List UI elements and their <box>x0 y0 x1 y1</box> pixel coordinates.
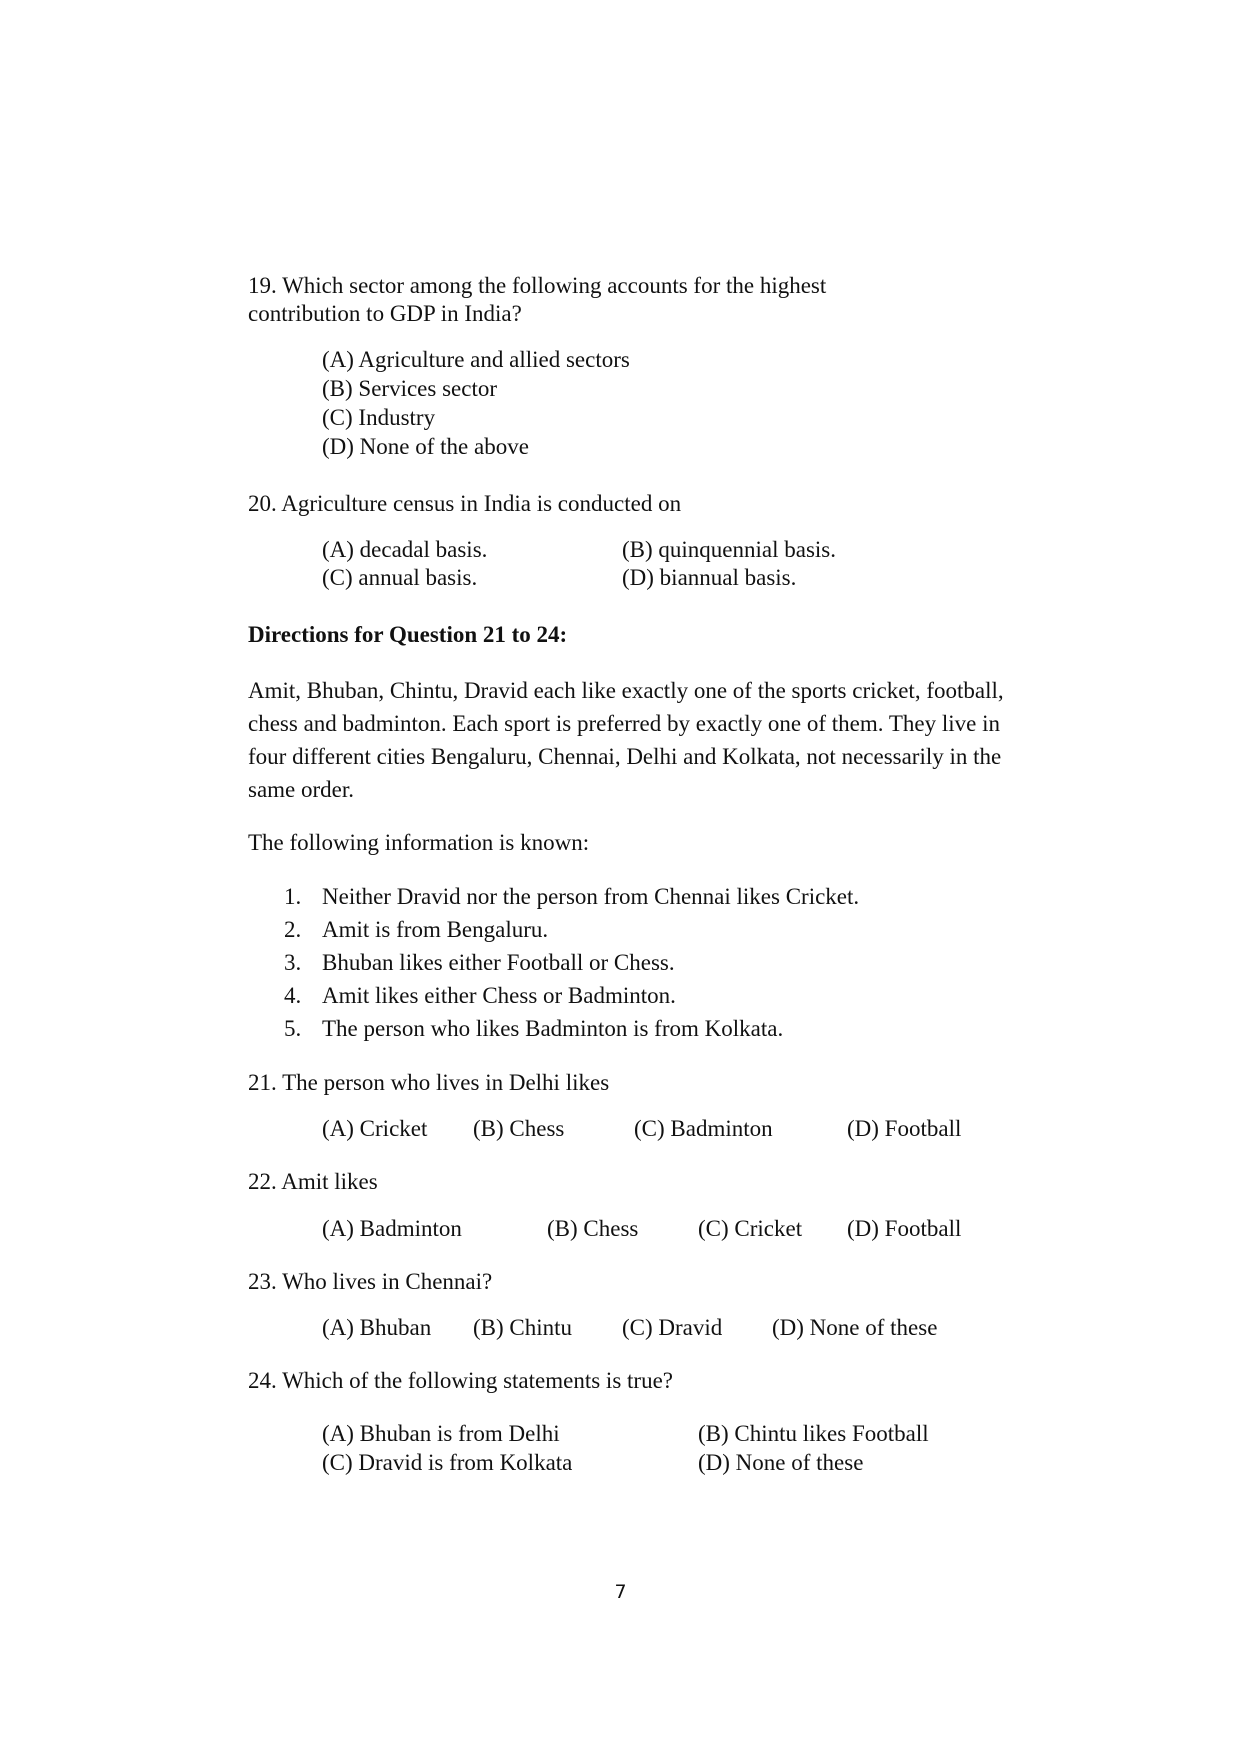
q22-option-b: (B) Chess <box>547 1216 639 1241</box>
q20-option-c: (C) annual basis. <box>322 565 478 590</box>
q21-option-d: (D) Football <box>847 1116 962 1141</box>
fact-2-number: 2. <box>284 917 302 942</box>
question-19-line-1: 19. Which sector among the following accounts for the highest <box>248 273 827 298</box>
fact-3-number: 3. <box>284 950 302 975</box>
fact-5-number: 5. <box>284 1016 302 1041</box>
q23-option-d: (D) None of these <box>772 1315 938 1340</box>
directions-heading: Directions for Question 21 to 24: <box>248 622 568 647</box>
question-19 <box>248 272 826 328</box>
q22-option-a: (A) Badminton <box>322 1216 462 1241</box>
fact-3: Bhuban likes either Football or Chess. <box>322 950 675 975</box>
page-number: 7 <box>614 1581 627 1603</box>
q19-option-c: (C) Industry <box>322 405 436 430</box>
question-20: 20. Agriculture census in India is conducted on <box>248 491 682 516</box>
q21-option-c: (C) Badminton <box>634 1116 773 1141</box>
q21-option-b: (B) Chess <box>473 1116 565 1141</box>
q24-option-c: (C) Dravid is from Kolkata <box>322 1450 573 1475</box>
q22-option-c: (C) Cricket <box>698 1216 803 1241</box>
q21-option-a: (A) Cricket <box>322 1116 428 1141</box>
fact-1-number: 1. <box>284 884 302 909</box>
known-info-intro: The following information is known: <box>248 830 590 855</box>
directions-paragraph: Amit, Bhuban, Chintu, Dravid each like exactly one of the sports cricket, football, chess and badminton. Each sport is preferred by exactly one of them. They live in four different cities Bengaluru, Chennai, Delhi and Kolkata, not necessarily in the same order. <box>248 678 1004 802</box>
q19-option-b: (B) Services sector <box>322 376 497 401</box>
q23-option-c: (C) Dravid <box>622 1315 723 1340</box>
fact-2: Amit is from Bengaluru. <box>322 917 549 942</box>
question-24: 24. Which of the following statements is true? <box>248 1368 673 1393</box>
question-21: 21. The person who lives in Delhi likes <box>248 1070 610 1095</box>
q22-option-d: (D) Football <box>847 1216 962 1241</box>
question-23: 23. Who lives in Chennai? <box>248 1269 493 1294</box>
q24-option-d: (D) None of these <box>698 1450 864 1475</box>
q24-option-a: (A) Bhuban is from Delhi <box>322 1421 560 1446</box>
q20-option-d: (D) biannual basis. <box>622 565 797 590</box>
question-22: 22. Amit likes <box>248 1169 378 1194</box>
fact-4: Amit likes either Chess or Badminton. <box>322 983 676 1008</box>
question-19-line-2: contribution to GDP in India? <box>248 301 522 326</box>
q20-option-a: (A) decadal basis. <box>322 537 488 562</box>
fact-1: Neither Dravid nor the person from Chennai likes Cricket. <box>322 884 860 909</box>
q20-option-b: (B) quinquennial basis. <box>622 537 836 562</box>
fact-5: The person who likes Badminton is from Kolkata. <box>322 1016 784 1041</box>
q24-option-b: (B) Chintu likes Football <box>698 1421 929 1446</box>
q19-option-d: (D) None of the above <box>322 434 529 459</box>
q23-option-a: (A) Bhuban <box>322 1315 432 1340</box>
q23-option-b: (B) Chintu <box>473 1315 573 1340</box>
fact-4-number: 4. <box>284 983 302 1008</box>
q19-option-a: (A) Agriculture and allied sectors <box>322 347 630 372</box>
